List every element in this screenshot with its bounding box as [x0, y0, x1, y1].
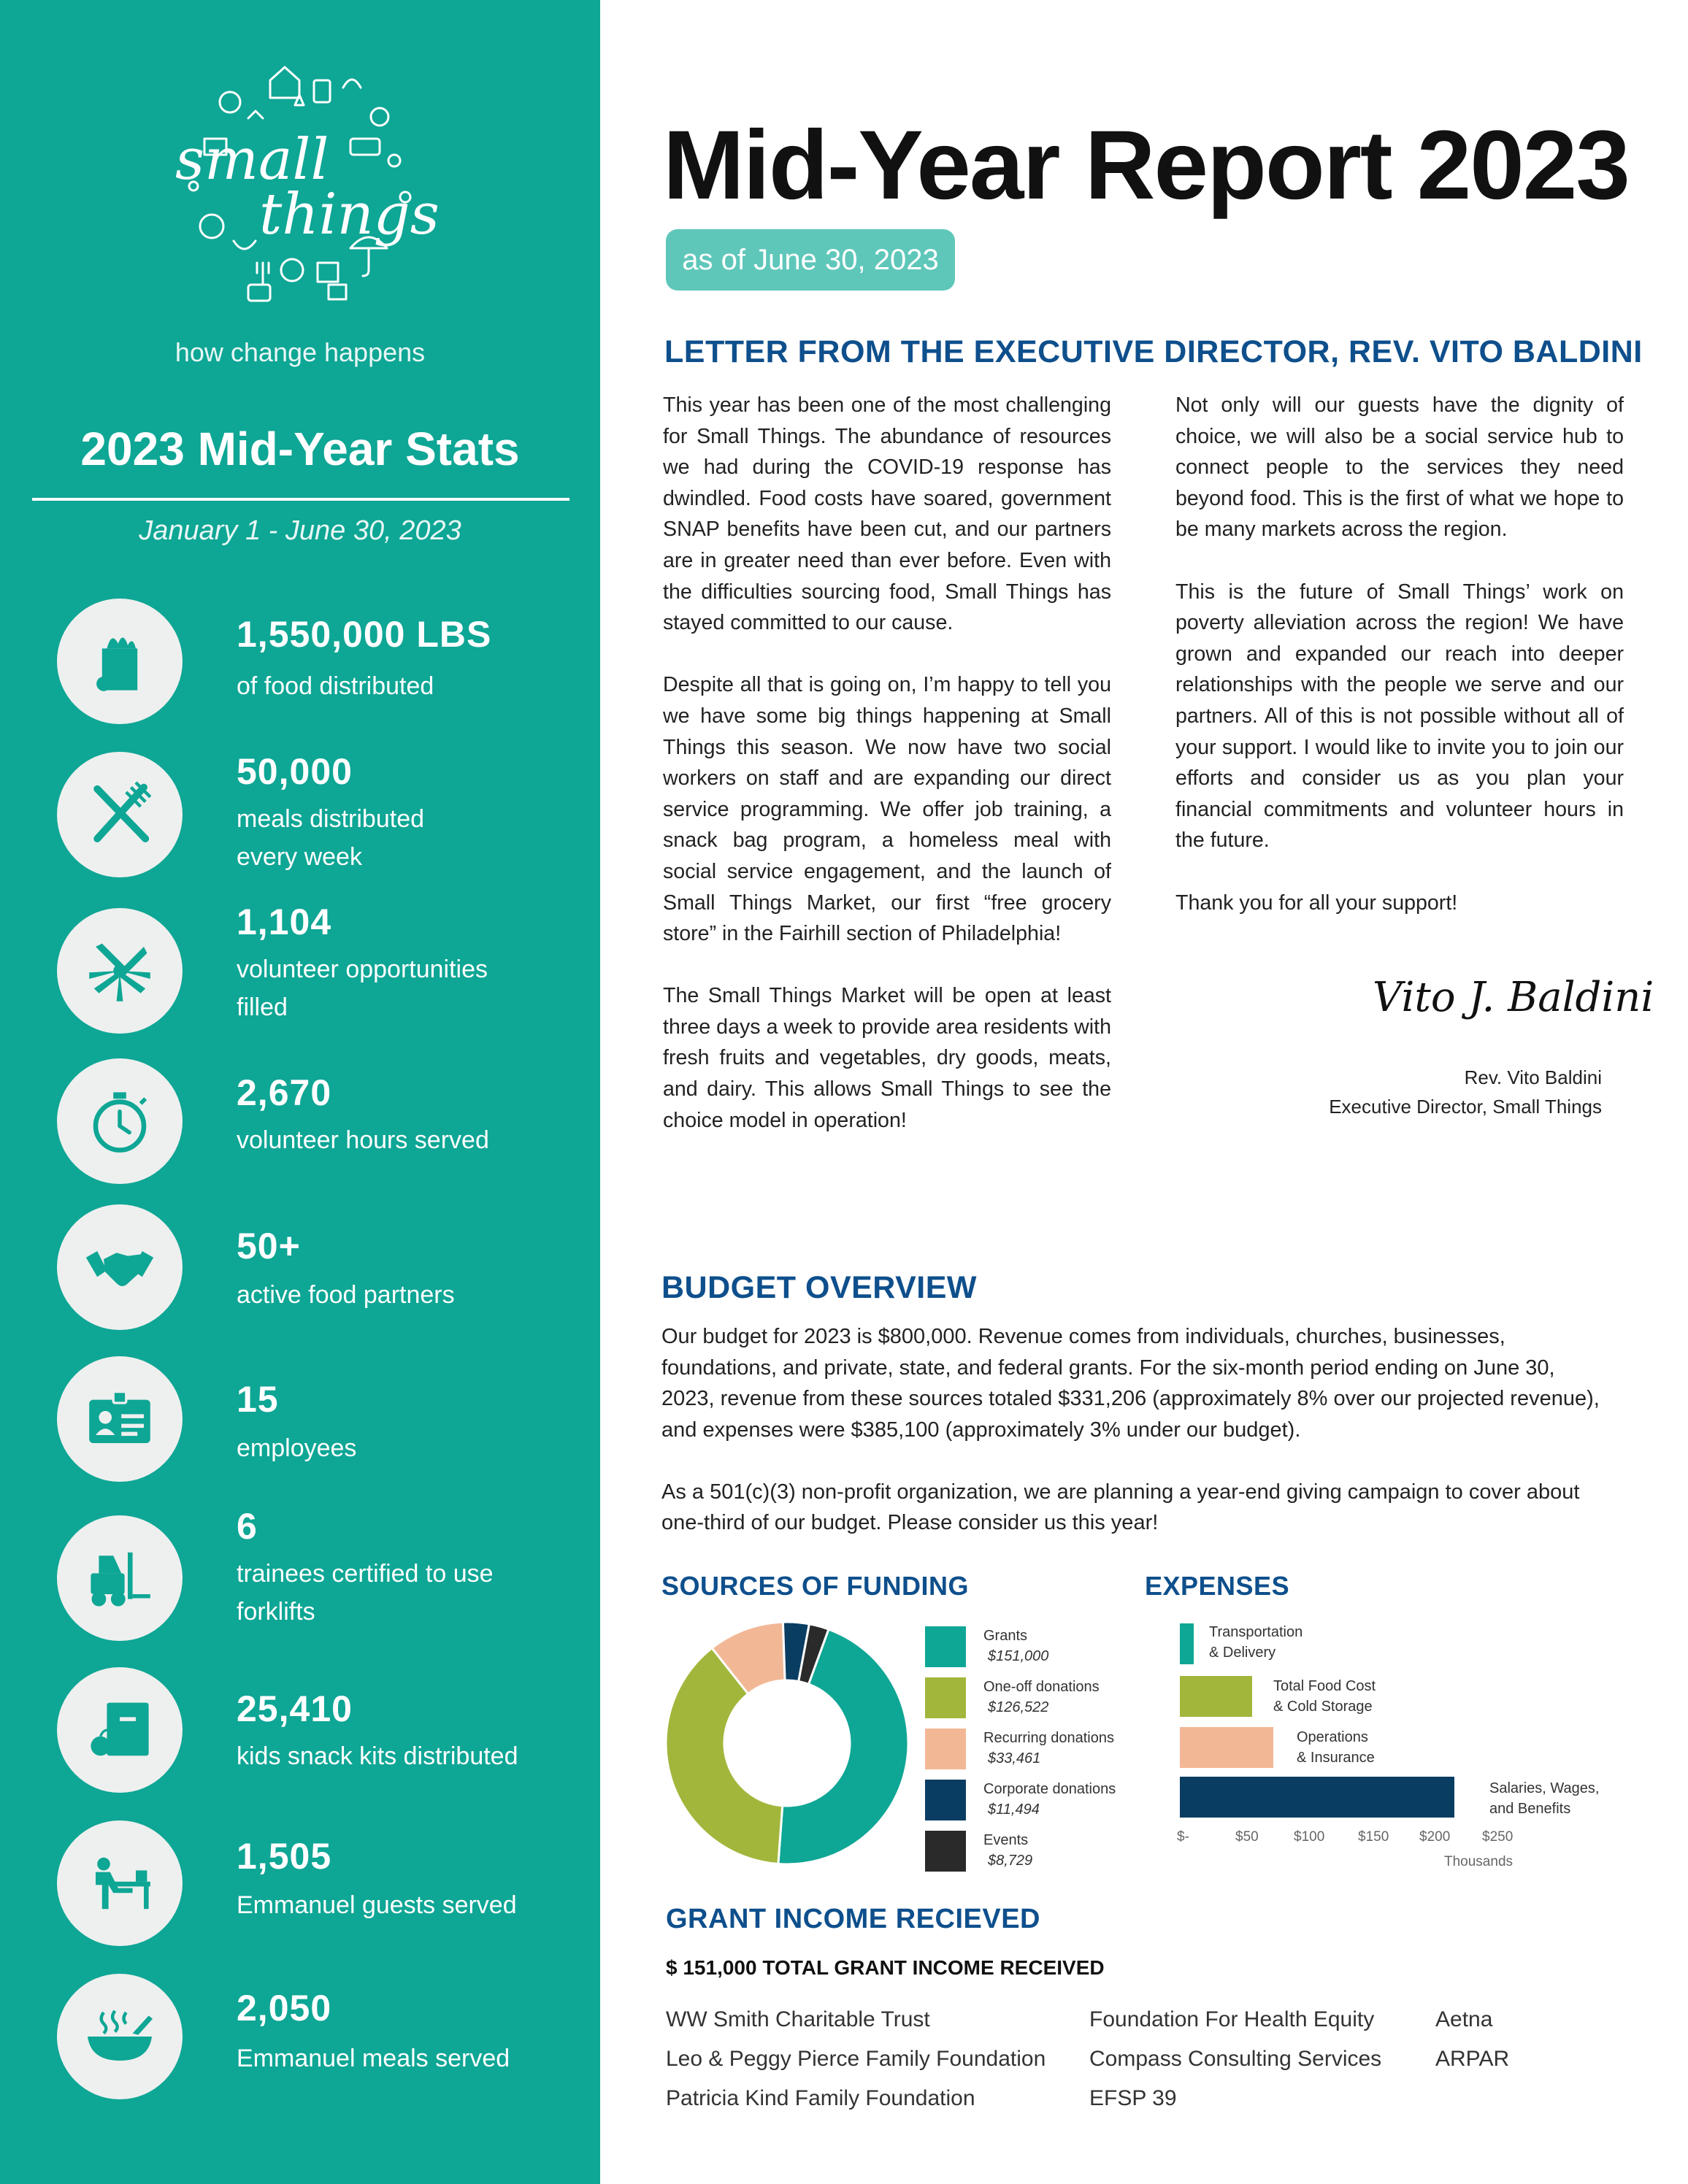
legend-item-one-off: [925, 1677, 1144, 1718]
logo-word-things: things: [259, 182, 440, 247]
stat-label: meals distributed: [237, 805, 425, 833]
stat-label: Emmanuel meals served: [237, 2045, 510, 2072]
legend-value: $11,494: [988, 1802, 1040, 1818]
stat-label: volunteer opportunities: [237, 956, 488, 983]
letter-right-column: [1175, 390, 1624, 918]
stat-value: 1,104: [237, 901, 332, 942]
legend-swatch: [925, 1626, 966, 1667]
legend-swatch: [925, 1831, 966, 1872]
legend-item-grants: [925, 1626, 1144, 1667]
x-tick-label: $100: [1294, 1829, 1325, 1845]
letter-paragraph: This year has been one of the most challenging for Small Things. The abundance of resources we had during the COVID-19 response has dwindled. Food costs have soared, government SNAP benefits have been cut, and our partners are in greater need than ever before. Even with the difficulties sourcing food, Small Things has stayed committed to our cause.: [663, 393, 1111, 635]
bar-operations: [1180, 1727, 1273, 1768]
grant-heading: GRANT INCOME RECIEVED: [666, 1904, 1040, 1934]
stat-label: trainees certified to use: [237, 1560, 494, 1588]
bar-label-transportation: Transportation & Delivery: [1209, 1624, 1303, 1661]
budget-text: [661, 1321, 1603, 1569]
letter-paragraph: This is the future of Small Things’ work on poverty alleviation across the region! We have grown and expanded our reach into deeper relationships with the people we serve and our partners. All of this is not possible without all of your support. I would like to invite you to join our efforts and consider us as you plan your financial commitments and volunteer hours in the future.: [1175, 580, 1624, 853]
budget-paragraph: As a 501(c)(3) non-profit organization, we are planning a year-end giving campaign to cover about one-third of our budget. Please consider us this year!: [661, 1480, 1580, 1534]
legend-label: Recurring donations: [983, 1730, 1114, 1746]
letter-paragraph: Not only will our guests have the dignity of choice, we will also be a social service hub to connect people to the services they need beyond food. This is the first of what we hope to be many markets across the region.: [1175, 393, 1624, 542]
logo-word-small: small: [175, 127, 329, 193]
grant-item: EFSP 39: [1089, 2086, 1177, 2110]
legend-value: $126,522: [988, 1699, 1049, 1715]
legend-label: Grants: [983, 1628, 1028, 1644]
stopwatch-icon: [80, 1081, 160, 1161]
legend-item-events: [925, 1831, 1144, 1872]
grant-item: Patricia Kind Family Foundation: [666, 2086, 975, 2110]
stat-value: 50,000: [237, 751, 353, 792]
stat-value: 6: [237, 1506, 258, 1547]
sidebar-divider: [32, 498, 569, 501]
grocery-bag-icon: [80, 621, 160, 701]
letter-paragraph: The Small Things Market will be open at least three days a week to provide area residents with fresh fruits and vegetables, dry goods, meats, and dairy. This allows Small Things to see the choice model in operation!: [663, 984, 1111, 1132]
signer-name: Rev. Vito Baldini: [1464, 1066, 1602, 1088]
expenses-chart-title: EXPENSES: [1145, 1571, 1290, 1601]
snack-kit-icon: [80, 1690, 160, 1770]
grant-item: Leo & Peggy Pierce Family Foundation: [666, 2047, 1046, 2071]
stat-value: 15: [237, 1379, 279, 1420]
stat-value: 2,050: [237, 1988, 332, 2029]
letter-heading: LETTER FROM THE EXECUTIVE DIRECTOR, REV. VITO BALDINI: [664, 334, 1643, 369]
stat-label: filled: [237, 993, 288, 1021]
stat-label: of food distributed: [237, 672, 434, 700]
letter-left-column: [663, 390, 1111, 1136]
bar-salaries: [1180, 1777, 1454, 1818]
letter-paragraph: Despite all that is going on, I’m happy to tell you we have some big things happening at Small Things this season. We now have two social workers on staff and are expanding our direct service programming. We offer job training, a snack bag program, a homeless meal with social service engagement, and the launch of Small Things Market, our first “free grocery store” in the Fairhill section of Philadelphia!: [663, 673, 1111, 946]
stat-label: active food partners: [237, 1281, 455, 1309]
x-tick-label: $150: [1358, 1829, 1389, 1845]
legend-item-recurring: [925, 1729, 1144, 1769]
grant-total: $ 151,000 TOTAL GRANT INCOME RECEIVED: [666, 1956, 1105, 1979]
stat-value: 50+: [237, 1226, 301, 1266]
bar-label-salaries: Salaries, Wages, and Benefits: [1489, 1780, 1600, 1817]
stat-label: employees: [237, 1434, 357, 1462]
legend-swatch: [925, 1677, 966, 1718]
letter-paragraph: Thank you for all your support!: [1175, 891, 1458, 915]
soup-bowl-icon: [80, 1996, 160, 2077]
signature-script: Vito J. Baldini: [1373, 974, 1654, 1021]
x-axis-label: Thousands: [1444, 1854, 1514, 1869]
stat-value: 1,505: [237, 1836, 332, 1877]
legend-label: Events: [983, 1832, 1029, 1848]
grant-item: WW Smith Charitable Trust: [666, 2007, 930, 2031]
funding-donut-chart: [663, 1619, 911, 1867]
x-tick-label: $-: [1177, 1829, 1189, 1845]
legend-value: $8,729: [988, 1853, 1033, 1869]
as-of-date-badge: as of June 30, 2023: [666, 229, 955, 291]
bar-food-cost: [1180, 1676, 1252, 1717]
director-signature: [1365, 949, 1654, 1037]
funding-chart-title: SOURCES OF FUNDING: [661, 1571, 970, 1601]
grant-item: Foundation For Health Equity: [1089, 2007, 1375, 2031]
stat-label: every week: [237, 843, 362, 871]
stat-label: forklifts: [237, 1598, 315, 1626]
budget-heading: BUDGET OVERVIEW: [661, 1270, 977, 1305]
stat-value: 2,670: [237, 1072, 332, 1113]
sidebar-title: 2023 Mid-Year Stats: [80, 423, 520, 475]
forklift-icon: [80, 1538, 160, 1618]
budget-paragraph: Our budget for 2023 is $800,000. Revenue comes from individuals, churches, businesses, foundations, and private, state, and federal grants. For the six-month period ending on June 30, 2023, revenue from these sources totaled $331,206 (approximately 8% over our projected revenue), and expenses were $385,100 (approximately 3% under our budget).: [661, 1325, 1600, 1442]
hands-together-icon: [80, 931, 160, 1011]
legend-label: One-off donations: [983, 1679, 1100, 1695]
stat-label: kids snack kits distributed: [237, 1742, 518, 1770]
grant-item: Aetna: [1435, 2007, 1493, 2031]
fork-knife-icon: [80, 774, 160, 855]
handshake-icon: [80, 1227, 160, 1307]
signer-block: [1329, 1063, 1602, 1121]
report-title: Mid-Year Report 2023: [663, 111, 1629, 220]
stat-label: volunteer hours served: [237, 1126, 489, 1154]
bar-transportation: [1180, 1623, 1194, 1664]
small-things-logo: [161, 51, 438, 314]
grant-item: Compass Consulting Services: [1089, 2047, 1382, 2071]
stat-value: 25,410: [237, 1688, 353, 1729]
x-tick-label: $200: [1419, 1829, 1451, 1845]
desk-guest-icon: [80, 1843, 160, 1923]
stat-value: 1,550,000 LBS: [237, 614, 492, 655]
x-tick-label: $250: [1482, 1829, 1514, 1845]
sidebar-date-range: January 1 - June 30, 2023: [139, 515, 461, 546]
stats-sidebar: [0, 0, 600, 2184]
signer-title: Executive Director, Small Things: [1329, 1096, 1602, 1118]
legend-value: $151,000: [988, 1648, 1049, 1664]
legend-item-corporate: [925, 1780, 1144, 1820]
x-tick-label: $50: [1235, 1829, 1259, 1845]
bar-label-operations: Operations & Insurance: [1297, 1729, 1375, 1766]
tagline: how change happens: [174, 337, 426, 367]
legend-swatch: [925, 1780, 966, 1820]
bar-label-food-cost: Total Food Cost & Cold Storage: [1273, 1678, 1376, 1715]
stat-label: Emmanuel guests served: [237, 1891, 517, 1919]
legend-value: $33,461: [988, 1750, 1041, 1766]
legend-swatch: [925, 1729, 966, 1769]
legend-label: Corporate donations: [983, 1781, 1116, 1797]
id-badge-icon: [80, 1379, 160, 1459]
grant-item: ARPAR: [1435, 2047, 1510, 2071]
